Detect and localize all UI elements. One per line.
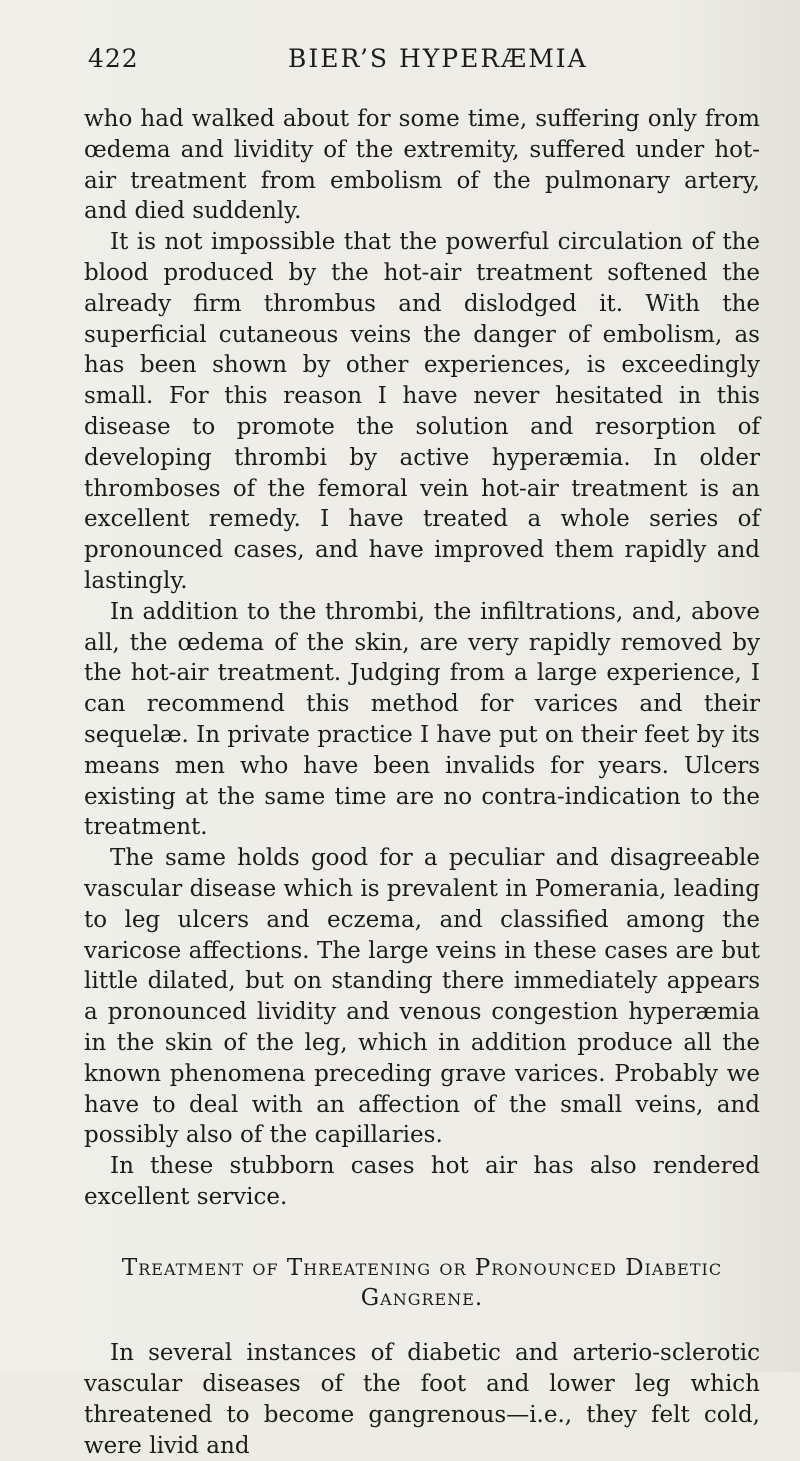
page-number: 422 <box>88 44 139 73</box>
paragraph: In addition to the thrombi, the infiltrations, and, above all, the œdema of the skin, are very rapidly removed by the hot-air treatment. Judging from a large experience, I can recommend this method for varices and their sequelæ. In private practice I have put on their feet by its means men who have been invalids for years. Ulcers existing at the same time are no contra-indication to the treatment. <box>84 598 760 841</box>
section-heading: Treatment of Threatening or Pronounced Diabetic Gangrene. <box>121 1254 723 1312</box>
paragraph: It is not impossible that the powerful circulation of the blood produced by the hot-air treatment softened the already firm thrombus and dislodged it. With the superficial cutaneous veins the danger of embolism, as has been shown by other experiences, is exceedingly small. For this reason I have never hesitated in this disease to promote the solution and resorption of developing thrombi by active hyperæmia. In older thromboses of the femoral vein hot-air treatment is an excellent remedy. I have treated a whole series of pronounced cases, and have improved them rapidly and lastingly. <box>84 229 760 594</box>
section-paragraph: In several instances of diabetic and arterio-sclerotic vascular diseases of the foot and lower leg which threatened to become gangrenous—i.e., they felt cold, were livid and <box>84 1340 760 1459</box>
paragraph: In these stubborn cases hot air has also rendered excellent service. <box>84 1153 760 1210</box>
paragraph-continuation: who had walked about for some time, suffering only from œdema and lividity of the extremity, suffered under hot-air treatment from embolism of the pulmonary artery, and died suddenly. <box>84 106 760 225</box>
page-header <box>88 44 688 84</box>
running-head: BIER’S HYPERÆMIA <box>288 44 588 73</box>
body-text <box>84 104 760 1461</box>
paragraph: The same holds good for a peculiar and disagreeable vascular disease which is prevalent in Pomerania, leading to leg ulcers and eczema, and classified among the varicose affections. The large veins in these cases are but little dilated, but on standing there immediately appears a pronounced lividity and venous congestion hyperæmia in the skin of the leg, which in addition produce all the known phenomena preceding grave varices. Probably we have to deal with an affection of the small veins, and possibly also of the capillaries. <box>84 845 761 1149</box>
